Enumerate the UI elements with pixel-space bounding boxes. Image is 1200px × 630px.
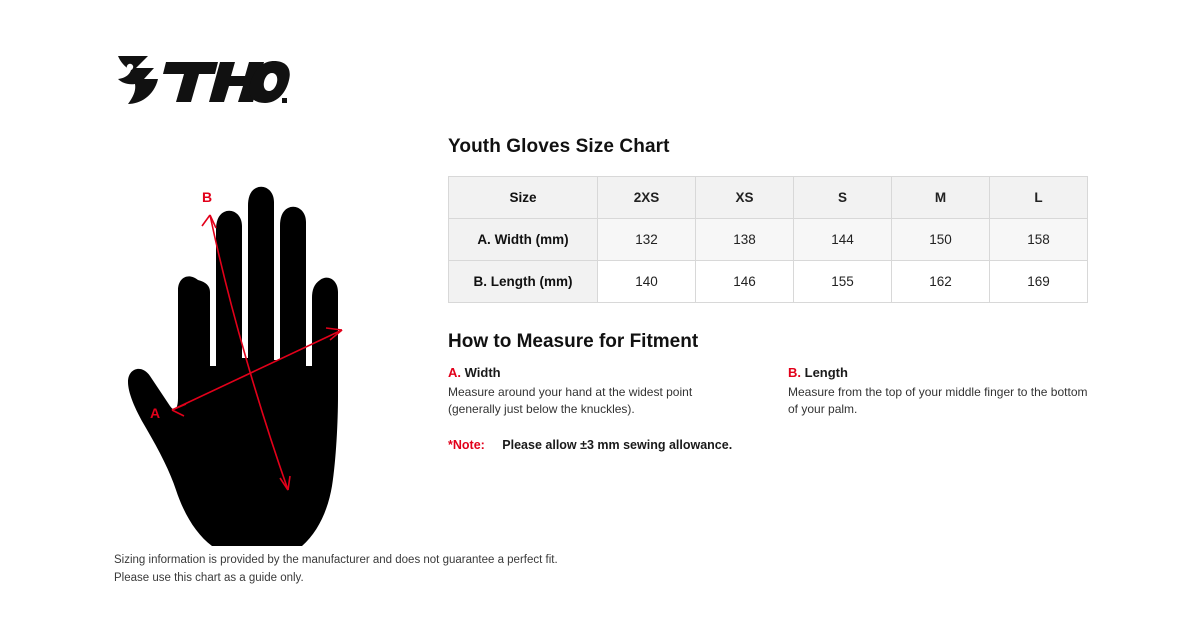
column-header-l: L [990, 177, 1088, 219]
column-header-xs: XS [696, 177, 794, 219]
thor-logo [114, 52, 292, 110]
measure-title-length: Length [804, 365, 848, 380]
cell-length-2xs: 140 [598, 261, 696, 303]
measure-letter-a: A. [448, 365, 461, 380]
note-text: Please allow ±3 mm sewing allowance. [502, 438, 733, 453]
measure-heading-width [448, 365, 748, 380]
column-header-2xs: 2XS [598, 177, 696, 219]
measure-text-length: Measure from the top of your middle finger to the bottom of your palm. [788, 385, 1088, 417]
measure-column-width [448, 365, 748, 418]
diagram-label-b: B [202, 189, 213, 205]
thor-helmet-logo [114, 52, 292, 110]
size-chart-table [448, 176, 1088, 303]
cell-width-m: 150 [892, 219, 990, 261]
cell-width-s: 144 [794, 219, 892, 261]
footer-line-1: Sizing information is provided by the manufacturer and does not guarantee a perfect fit. [114, 554, 558, 566]
table-row-width [449, 219, 1088, 261]
measure-column-length [788, 365, 1088, 418]
footer-line-2: Please use this chart as a guide only. [114, 571, 304, 584]
note-label: *Note: [448, 438, 485, 453]
table-row-length [449, 261, 1088, 303]
cell-width-xs: 138 [696, 219, 794, 261]
page-title: Youth Gloves Size Chart [448, 136, 670, 157]
row-label-width: A. Width (mm) [449, 219, 598, 261]
measure-heading-length [788, 365, 1088, 380]
diagram-label-a: A [150, 405, 161, 421]
cell-length-s: 155 [794, 261, 892, 303]
measure-letter-b: B. [788, 365, 801, 380]
sewing-allowance-note [448, 438, 1088, 452]
column-header-size: Size [449, 177, 598, 219]
cell-width-l: 158 [990, 219, 1088, 261]
measure-text-width: Measure around your hand at the widest point (generally just below the knuckles). [448, 385, 693, 417]
measure-instructions [448, 365, 1088, 418]
cell-length-l: 169 [990, 261, 1088, 303]
table-header-row [449, 177, 1088, 219]
cell-width-2xs: 132 [598, 219, 696, 261]
glove-diagram [120, 160, 420, 550]
cell-length-xs: 146 [696, 261, 794, 303]
content-column [448, 136, 1088, 452]
column-header-m: M [892, 177, 990, 219]
column-header-s: S [794, 177, 892, 219]
cell-length-m: 162 [892, 261, 990, 303]
measure-title-width: Width [464, 365, 501, 380]
footer-disclaimer [114, 552, 558, 588]
how-to-measure-title: How to Measure for Fitment [448, 331, 699, 352]
row-label-length: B. Length (mm) [449, 261, 598, 303]
